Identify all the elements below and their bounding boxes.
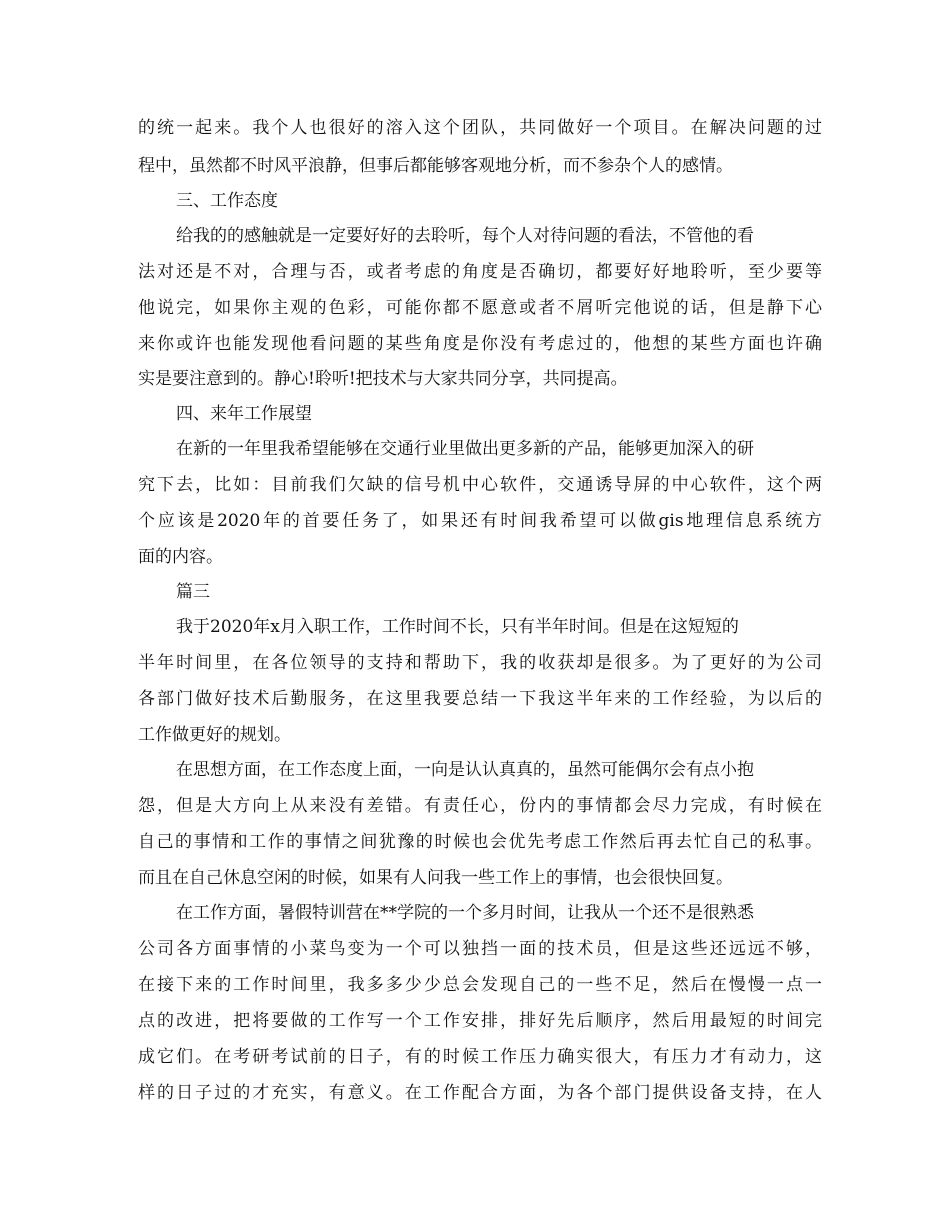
- text-line: 各部门做好技术后勤服务，在这里我要总结一下我这半年来的工作经验，为以后的: [138, 689, 822, 709]
- text-line: 成它们。在考研考试前的日子，有的时候工作压力确实很大，有压力才有动力，这: [138, 1047, 822, 1067]
- text-line: 个应该是2020年的首要任务了，如果还有时间我希望可以做gis地理信息系统方: [138, 511, 822, 531]
- text-line: 而且在自己休息空闲的时候，如果有人问我一些工作上的事情，也会很快回复。: [138, 868, 733, 888]
- text-line: 程中，虽然都不时风平浪静，但事后都能够客观地分析，而不参杂个人的感情。: [138, 156, 733, 176]
- text-line: 公司各方面事情的小菜鸟变为一个可以独挡一面的技术员，但是这些还远远不够，: [138, 939, 822, 959]
- text-line: 自己的事情和工作的事情之间犹豫的时候也会优先考虑工作然后再去忙自己的私事。: [138, 832, 822, 852]
- text-line: 在工作方面，暑假特训营在**学院的一个多月时间，让我从一个还不是很熟悉: [176, 903, 754, 923]
- text-line: 法对还是不对，合理与否，或者考虑的角度是否确切，都要好好地聆听，至少要等: [138, 262, 822, 282]
- text-line: 在思想方面，在工作态度上面，一向是认认真真的，虽然可能偶尔会有点小抱: [176, 760, 754, 780]
- text-line: 究下去，比如：目前我们欠缺的信号机中心软件，交通诱导屏的中心软件，这个两: [138, 475, 822, 495]
- text-line: 我于2020年x月入职工作，工作时间不长，只有半年时间。但是在这短短的: [176, 617, 739, 637]
- text-line: 他说完，如果你主观的色彩，可能你都不愿意或者不屑听完他说的话，但是静下心: [138, 298, 822, 318]
- text-line: 怨，但是大方向上从来没有差错。有责任心，份内的事情都会尽力完成，有时候在: [138, 796, 822, 816]
- text-line: 半年时间里，在各位领导的支持和帮助下，我的收获却是很多。为了更好的为公司: [138, 653, 822, 673]
- text-line: 的统一起来。我个人也很好的溶入这个团队，共同做好一个项目。在解决问题的过: [138, 118, 822, 138]
- text-line: 面的内容。: [138, 547, 223, 567]
- section-heading: 三、工作态度: [176, 191, 278, 211]
- text-line: 工作做更好的规划。: [138, 725, 291, 745]
- text-line: 实是要注意到的。静心!聆听!把技术与大家共同分享，共同提高。: [138, 369, 628, 389]
- text-line: 来你或许也能发现他看问题的某些角度是你没有考虑过的，他想的某些方面也许确: [138, 334, 822, 354]
- text-line: 点的改进，把将要做的工作写一个工作安排，排好先后顺序，然后用最短的时间完: [138, 1011, 822, 1031]
- text-line: 在接下来的工作时间里，我多多少少总会发现自己的一些不足，然后在慢慢一点一: [138, 975, 822, 995]
- section-heading: 四、来年工作展望: [176, 404, 312, 424]
- text-line: 样的日子过的才充实，有意义。在工作配合方面，为各个部门提供设备支持，在人: [138, 1083, 822, 1103]
- text-line: 在新的一年里我希望能够在交通行业里做出更多新的产品，能够更加深入的研: [176, 439, 754, 459]
- section-heading: 篇三: [176, 582, 210, 602]
- text-line: 给我的的感触就是一定要好好的去聆听，每个人对待问题的看法，不管他的看: [176, 226, 754, 246]
